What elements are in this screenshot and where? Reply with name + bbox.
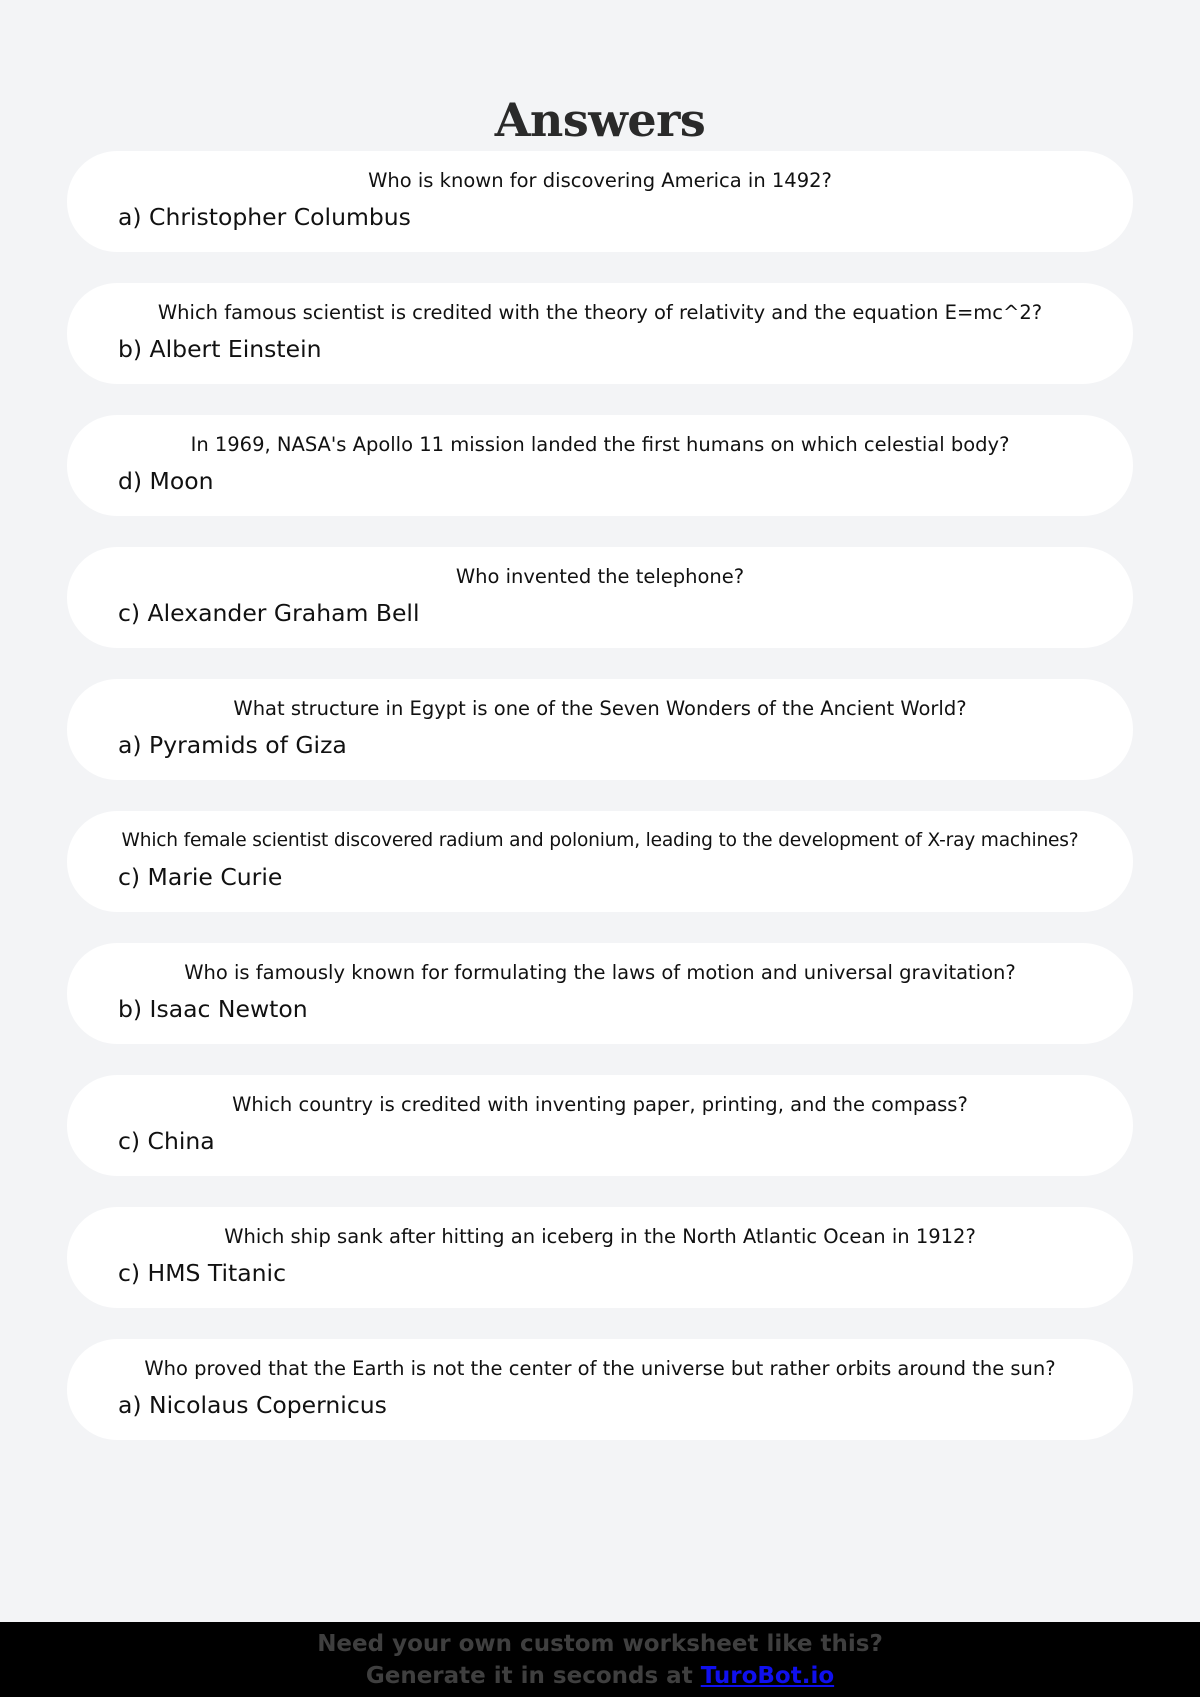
question-text: In 1969, NASA's Apollo 11 mission landed the first humans on which celestial body? (190, 433, 1010, 456)
question-text: Which country is credited with inventing paper, printing, and the compass? (232, 1093, 968, 1116)
answer-text: c) HMS Titanic (118, 1259, 287, 1287)
answer-text: b) Isaac Newton (118, 995, 308, 1023)
footer-line-2-prefix: Generate it in seconds at (365, 1663, 701, 1689)
answer-text: c) China (118, 1127, 215, 1155)
answer-card (67, 283, 1133, 384)
answer-card (67, 547, 1133, 648)
answer-card (67, 415, 1133, 516)
question-text: Which ship sank after hitting an iceberg in the North Atlantic Ocean in 1912? (224, 1225, 976, 1248)
answer-text: d) Moon (118, 467, 214, 495)
answer-card (67, 679, 1133, 780)
footer-line-2 (0, 1660, 1200, 1692)
answer-card (67, 1339, 1133, 1440)
answer-text: a) Nicolaus Copernicus (118, 1391, 387, 1419)
answer-text: a) Christopher Columbus (118, 203, 411, 231)
question-text: Which famous scientist is credited with the theory of relativity and the equation E=mc^2? (157, 301, 1043, 324)
answer-text: c) Marie Curie (118, 863, 283, 891)
promo-footer (0, 1622, 1200, 1697)
answer-card (67, 151, 1133, 252)
answer-text: c) Alexander Graham Bell (118, 599, 420, 627)
answer-card (67, 943, 1133, 1044)
footer-line-1: Need your own custom worksheet like this? (317, 1631, 883, 1657)
answer-card (67, 811, 1133, 912)
answer-card (67, 1207, 1133, 1308)
question-text: Which female scientist discovered radium and polonium, leading to the development of X-ray machines? (121, 830, 1079, 851)
turobot-link[interactable]: TuroBot.io (700, 1663, 835, 1689)
answer-text: a) Pyramids of Giza (118, 731, 347, 759)
question-text: Who is known for discovering America in 1492? (368, 169, 832, 192)
question-text: What structure in Egypt is one of the Seven Wonders of the Ancient World? (233, 697, 967, 720)
question-text: Who is famously known for formulating the laws of motion and universal gravitation? (184, 961, 1016, 984)
question-text: Who proved that the Earth is not the center of the universe but rather orbits around the sun? (144, 1357, 1056, 1380)
page-title: Answers (494, 92, 706, 147)
answer-list (67, 151, 1133, 1471)
answer-card (67, 1075, 1133, 1176)
question-text: Who invented the telephone? (455, 565, 745, 588)
answer-text: b) Albert Einstein (118, 335, 322, 363)
